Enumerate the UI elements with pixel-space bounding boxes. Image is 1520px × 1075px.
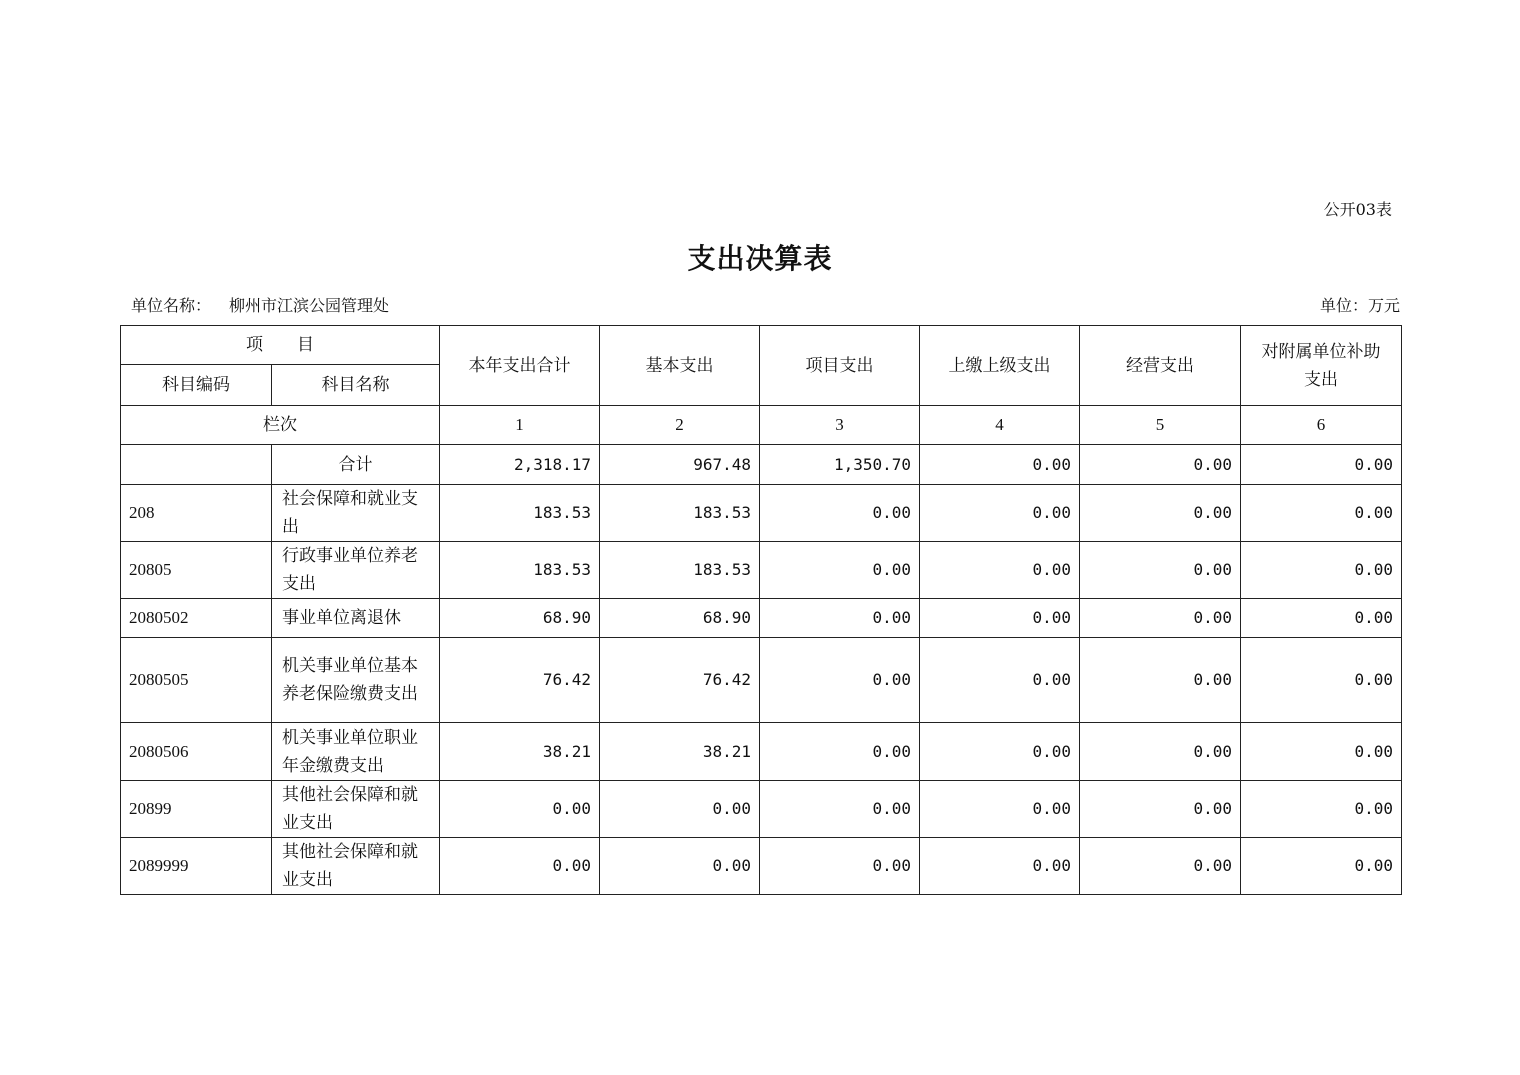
row-superior: 0.00 [920, 781, 1080, 838]
row-code: 2080502 [121, 599, 272, 638]
unit-name-value: 柳州市江滨公园管理处 [229, 296, 390, 315]
row-name: 其他社会保障和就业支出 [272, 781, 440, 838]
table-row [121, 638, 1402, 723]
total-business: 0.00 [1080, 445, 1241, 485]
row-superior: 0.00 [920, 838, 1080, 895]
row-index-4: 4 [920, 406, 1080, 445]
table-row [121, 723, 1402, 781]
row-basic: 0.00 [600, 781, 760, 838]
total-row [121, 445, 1402, 485]
row-name: 其他社会保障和就业支出 [272, 838, 440, 895]
header-code-col: 科目编码 [121, 365, 272, 406]
row-subsidy: 0.00 [1241, 485, 1402, 542]
row-basic: 183.53 [600, 542, 760, 599]
total-total: 2,318.17 [440, 445, 600, 485]
header-name-col: 科目名称 [272, 365, 440, 406]
row-superior: 0.00 [920, 638, 1080, 723]
row-business: 0.00 [1080, 542, 1241, 599]
table-row [121, 781, 1402, 838]
row-project: 0.00 [760, 638, 920, 723]
row-business: 0.00 [1080, 638, 1241, 723]
row-subsidy: 0.00 [1241, 781, 1402, 838]
form-code: 公开03表 [1323, 200, 1392, 219]
total-subsidy: 0.00 [1241, 445, 1402, 485]
row-name: 行政事业单位养老支出 [272, 542, 440, 599]
row-superior: 0.00 [920, 542, 1080, 599]
row-basic: 68.90 [600, 599, 760, 638]
row-total: 0.00 [440, 781, 600, 838]
row-code: 20899 [121, 781, 272, 838]
row-index-3: 3 [760, 406, 920, 445]
unit-name-label: 单位名称： [131, 296, 212, 315]
total-superior: 0.00 [920, 445, 1080, 485]
row-subsidy: 0.00 [1241, 638, 1402, 723]
row-name: 社会保障和就业支出 [272, 485, 440, 542]
table-row [121, 599, 1402, 638]
row-project: 0.00 [760, 542, 920, 599]
row-subsidy: 0.00 [1241, 723, 1402, 781]
row-name: 机关事业单位基本养老保险缴费支出 [272, 638, 440, 723]
row-code: 2089999 [121, 838, 272, 895]
row-total: 0.00 [440, 838, 600, 895]
row-project: 0.00 [760, 838, 920, 895]
row-project: 0.00 [760, 485, 920, 542]
row-code: 2080506 [121, 723, 272, 781]
row-name: 事业单位离退休 [272, 599, 440, 638]
total-name: 合计 [272, 445, 440, 485]
row-total: 183.53 [440, 542, 600, 599]
row-index-5: 5 [1080, 406, 1241, 445]
header-col-total: 本年支出合计 [440, 326, 600, 406]
row-business: 0.00 [1080, 723, 1241, 781]
total-basic: 967.48 [600, 445, 760, 485]
row-total: 68.90 [440, 599, 600, 638]
row-basic: 76.42 [600, 638, 760, 723]
table-row [121, 838, 1402, 895]
row-name: 机关事业单位职业年金缴费支出 [272, 723, 440, 781]
row-index-6: 6 [1241, 406, 1402, 445]
unit-name-line [131, 296, 389, 316]
row-index-1: 1 [440, 406, 600, 445]
page-title: 支出决算表 [687, 242, 833, 275]
row-code: 2080505 [121, 638, 272, 723]
row-index-2: 2 [600, 406, 760, 445]
row-code: 20805 [121, 542, 272, 599]
row-total: 76.42 [440, 638, 600, 723]
table-row [121, 542, 1402, 599]
total-project: 1,350.70 [760, 445, 920, 485]
row-total: 183.53 [440, 485, 600, 542]
unit-measure: 单位：万元 [1319, 296, 1400, 315]
row-subsidy: 0.00 [1241, 838, 1402, 895]
row-basic: 0.00 [600, 838, 760, 895]
row-superior: 0.00 [920, 599, 1080, 638]
header-col-basic: 基本支出 [600, 326, 760, 406]
total-code [121, 445, 272, 485]
row-superior: 0.00 [920, 485, 1080, 542]
row-basic: 38.21 [600, 723, 760, 781]
row-business: 0.00 [1080, 485, 1241, 542]
header-col-superior: 上缴上级支出 [920, 326, 1080, 406]
row-subsidy: 0.00 [1241, 599, 1402, 638]
expenditure-table [120, 325, 1402, 895]
header-item-group: 项 目 [121, 326, 440, 365]
row-code: 208 [121, 485, 272, 542]
row-business: 0.00 [1080, 838, 1241, 895]
row-project: 0.00 [760, 599, 920, 638]
row-index-label: 栏次 [121, 406, 440, 445]
row-total: 38.21 [440, 723, 600, 781]
row-business: 0.00 [1080, 599, 1241, 638]
header-col-business: 经营支出 [1080, 326, 1241, 406]
header-col-project: 项目支出 [760, 326, 920, 406]
row-subsidy: 0.00 [1241, 542, 1402, 599]
row-project: 0.00 [760, 781, 920, 838]
header-col-subsidy: 对附属单位补助支出 [1241, 326, 1402, 406]
row-basic: 183.53 [600, 485, 760, 542]
row-business: 0.00 [1080, 781, 1241, 838]
row-project: 0.00 [760, 723, 920, 781]
table-row [121, 485, 1402, 542]
row-superior: 0.00 [920, 723, 1080, 781]
